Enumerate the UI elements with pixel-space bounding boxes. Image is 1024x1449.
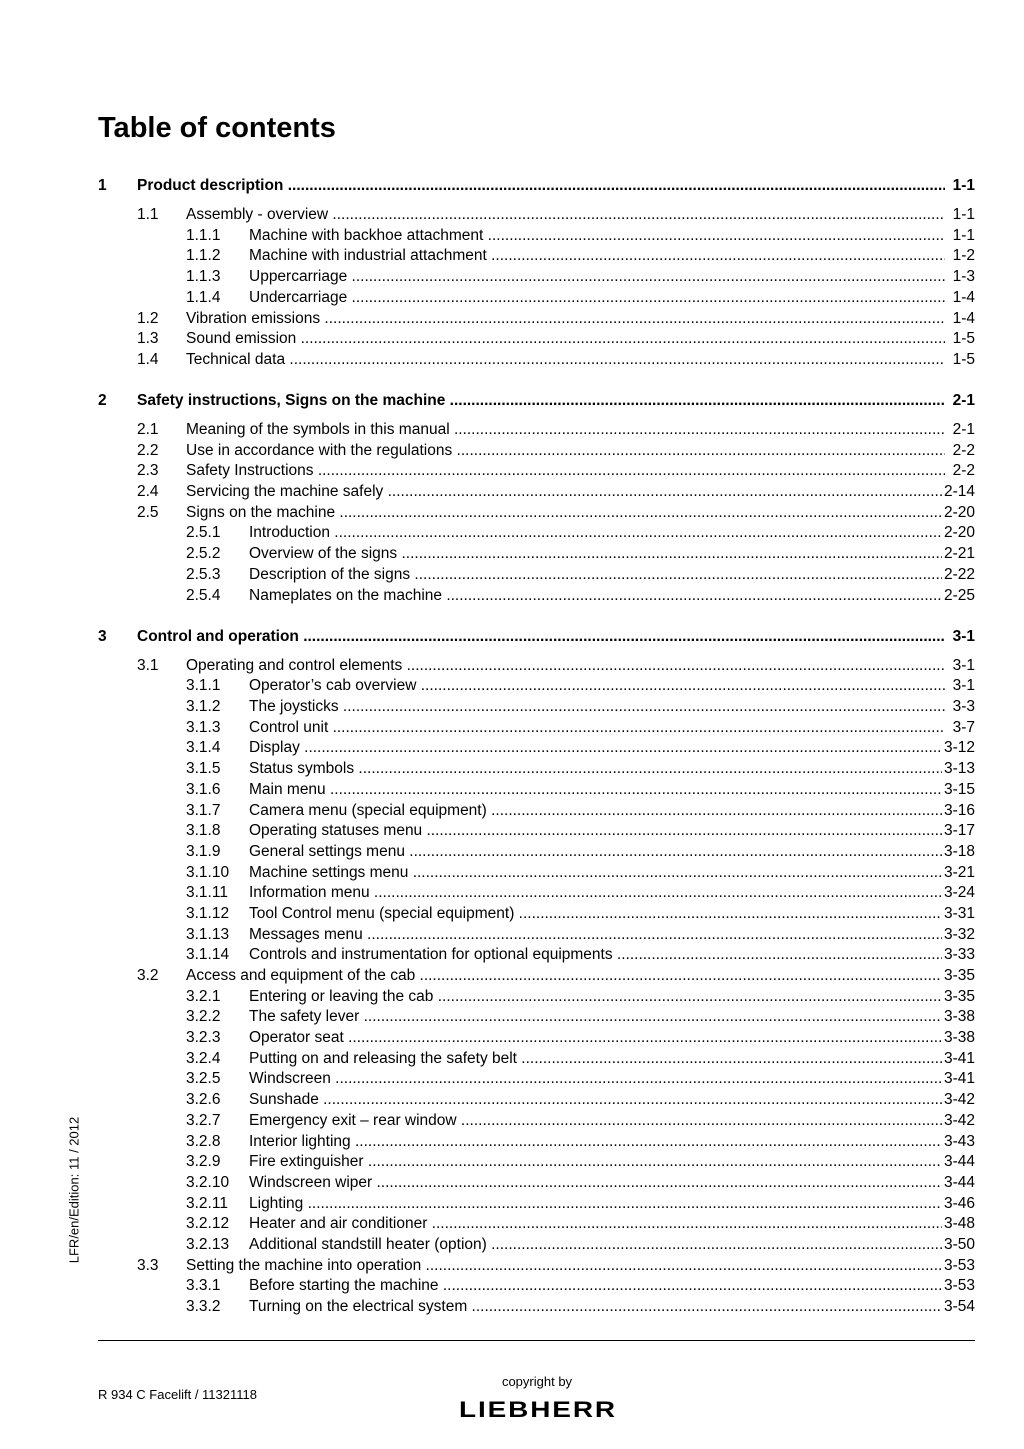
toc-entry[interactable]	[98, 697, 975, 718]
toc-label: Nameplates on the machine .....	[249, 586, 945, 607]
toc-label: Lighting .....	[249, 1194, 945, 1215]
toc-label: Meaning of the symbols in this manual .....	[186, 420, 945, 441]
toc-number: 1.1.2	[186, 247, 221, 265]
toc-number: 1.3	[137, 330, 159, 348]
toc-page-number: 1-2	[951, 246, 975, 267]
toc-number: 2.5.2	[186, 545, 221, 563]
toc-number: 3.2.4	[186, 1049, 221, 1067]
toc-entry[interactable]	[98, 1090, 975, 1111]
toc-page-number: 3-1	[951, 627, 975, 648]
toc-label: Information menu .....	[249, 883, 945, 904]
toc-page-number: 3-13	[942, 759, 975, 780]
table-of-contents	[98, 176, 975, 1318]
toc-label: Technical data .....	[186, 350, 945, 371]
toc-number: 1.4	[137, 350, 159, 368]
toc-page-number: 2-2	[951, 441, 975, 462]
document-id: R 934 C Facelift / 11321118	[98, 1387, 257, 1402]
toc-label: Setting the machine into operation .....	[186, 1256, 945, 1277]
toc-label: Interior lighting .....	[249, 1132, 945, 1153]
toc-page-number: 2-21	[942, 544, 975, 565]
toc-number: 3.3.2	[186, 1298, 221, 1316]
toc-page-number: 3-42	[942, 1090, 975, 1111]
toc-label: Fire extinguisher .....	[249, 1152, 945, 1173]
toc-label: Safety Instructions .....	[186, 461, 945, 482]
toc-entry[interactable]	[98, 461, 975, 482]
toc-entry[interactable]	[98, 1173, 975, 1194]
toc-entry[interactable]	[98, 503, 975, 524]
toc-label: Undercarriage .....	[249, 288, 945, 309]
toc-entry[interactable]	[98, 1049, 975, 1070]
toc-label: Camera menu (special equipment) .....	[249, 801, 945, 822]
toc-number: 2.3	[137, 462, 159, 480]
toc-page-number: 3-41	[942, 1049, 975, 1070]
page-title: Table of contents	[98, 112, 336, 144]
toc-number: 1.1.1	[186, 226, 221, 244]
toc-label: Operator seat .....	[249, 1028, 945, 1049]
toc-label: Operating statuses menu .....	[249, 821, 945, 842]
toc-label: Product description .....	[137, 176, 945, 197]
copyright-label: copyright by	[501, 1374, 573, 1389]
toc-page-number: 3-35	[942, 966, 975, 987]
toc-page-number: 3-38	[942, 1028, 975, 1049]
toc-entry[interactable]	[98, 350, 975, 371]
toc-label: Putting on and releasing the safety belt .....	[249, 1049, 945, 1070]
toc-number: 3.1.2	[186, 698, 221, 716]
toc-number: 3.1.5	[186, 760, 221, 778]
toc-entry[interactable]	[98, 718, 975, 739]
toc-number: 3.2.3	[186, 1029, 221, 1047]
toc-page-number: 3-7	[951, 718, 975, 739]
toc-entry[interactable]	[98, 544, 975, 565]
toc-page-number: 1-1	[951, 226, 975, 247]
toc-entry[interactable]	[98, 441, 975, 462]
toc-entry[interactable]	[98, 309, 975, 330]
toc-entry[interactable]	[98, 1276, 975, 1297]
toc-entry[interactable]	[98, 1297, 975, 1318]
toc-number: 2.5	[137, 503, 159, 521]
toc-number: 3.1.11	[186, 884, 228, 902]
footer-divider	[98, 1340, 975, 1341]
toc-label: Uppercarriage .....	[249, 267, 945, 288]
toc-entry[interactable]	[98, 1111, 975, 1132]
toc-page-number: 3-31	[942, 904, 975, 925]
toc-label: Heater and air conditioner .....	[249, 1214, 945, 1235]
toc-entry[interactable]	[98, 1069, 975, 1090]
toc-label: Safety instructions, Signs on the machine .....	[137, 391, 945, 412]
toc-number: 3.2.6	[186, 1091, 221, 1109]
toc-entry[interactable]	[98, 586, 975, 607]
toc-page-number: 3-48	[942, 1214, 975, 1235]
toc-page-number: 3-42	[942, 1111, 975, 1132]
toc-label: Operator’s cab overview .....	[249, 676, 945, 697]
toc-entry[interactable]	[98, 267, 975, 288]
toc-label: Sunshade .....	[249, 1090, 945, 1111]
toc-page-number: 2-25	[942, 586, 975, 607]
toc-label: Control and operation .....	[137, 627, 945, 648]
toc-number: 3.1.3	[186, 718, 221, 736]
toc-label: Windscreen wiper .....	[249, 1173, 945, 1194]
toc-number: 1	[98, 177, 107, 194]
toc-entry[interactable]	[98, 420, 975, 441]
toc-label: Main menu .....	[249, 780, 945, 801]
toc-label: Display .....	[249, 738, 945, 759]
toc-label: Operating and control elements .....	[186, 656, 945, 677]
toc-number: 1.1.4	[186, 288, 221, 306]
toc-label: Machine settings menu .....	[249, 863, 945, 884]
toc-label: Machine with industrial attachment .....	[249, 246, 945, 267]
toc-number: 3.2.12	[186, 1215, 230, 1233]
toc-page-number: 1-3	[951, 267, 975, 288]
toc-chapter[interactable]	[98, 627, 975, 648]
toc-number: 3.1.13	[186, 925, 230, 943]
toc-page-number: 3-44	[942, 1173, 975, 1194]
toc-label: Sound emission .....	[186, 329, 945, 350]
toc-page-number: 2-2	[951, 461, 975, 482]
liebherr-logo	[458, 1398, 618, 1420]
toc-page-number: 3-38	[942, 1007, 975, 1028]
toc-entry[interactable]	[98, 226, 975, 247]
toc-number: 3.2.9	[186, 1153, 221, 1171]
toc-number: 3.1.12	[186, 904, 230, 922]
toc-page-number: 3-44	[942, 1152, 975, 1173]
toc-entry[interactable]	[98, 656, 975, 677]
toc-label: Controls and instrumentation for optional equipments .....	[249, 945, 945, 966]
toc-number: 3.1.9	[186, 842, 221, 860]
toc-page-number: 3-24	[942, 883, 975, 904]
edition-side-label: LFR/en/Edition: 11 / 2012	[66, 1116, 82, 1264]
toc-page-number: 3-17	[942, 821, 975, 842]
toc-label: Introduction .....	[249, 523, 945, 544]
toc-page-number: 3-16	[942, 801, 975, 822]
toc-number: 2.5.1	[186, 524, 221, 542]
toc-number: 2.1	[137, 421, 159, 439]
toc-number: 2	[98, 391, 107, 409]
toc-page-number: 3-21	[942, 863, 975, 884]
toc-entry[interactable]	[98, 1235, 975, 1256]
toc-number: 3.3	[137, 1256, 159, 1274]
toc-label: Access and equipment of the cab .....	[186, 966, 945, 987]
toc-chapter[interactable]	[98, 176, 975, 197]
toc-label: Overview of the signs .....	[249, 544, 945, 565]
toc-number: 3.1.7	[186, 801, 221, 819]
toc-label: Servicing the machine safely .....	[186, 482, 945, 503]
toc-page-number: 1-4	[951, 288, 975, 309]
toc-page-number: 3-54	[942, 1297, 975, 1318]
toc-label: Emergency exit – rear window .....	[249, 1111, 945, 1132]
toc-page-number: 3-53	[942, 1276, 975, 1297]
toc-number: 3.2	[137, 967, 159, 985]
toc-label: The joysticks .....	[249, 697, 945, 718]
toc-page-number: 3-3	[951, 697, 975, 718]
toc-entry[interactable]	[98, 738, 975, 759]
toc-number: 3.2.13	[186, 1235, 230, 1253]
toc-page-number: 1-4	[951, 309, 975, 330]
toc-page-number: 3-1	[951, 656, 975, 677]
toc-entry[interactable]	[98, 883, 975, 904]
toc-page-number: 2-20	[942, 503, 975, 524]
toc-page-number: 2-1	[951, 420, 975, 441]
toc-number: 3.1.8	[186, 822, 221, 840]
toc-label: Use in accordance with the regulations .....	[186, 441, 945, 462]
toc-page-number: 2-20	[942, 523, 975, 544]
toc-number: 3.2.11	[186, 1194, 228, 1212]
toc-number: 1.1.3	[186, 268, 221, 286]
toc-number: 3.2.10	[186, 1173, 230, 1191]
toc-number: 3.2.2	[186, 1008, 221, 1026]
toc-number: 2.5.4	[186, 586, 221, 604]
toc-page-number: 3-53	[942, 1256, 975, 1277]
logo-text: LIEBHERR	[459, 1398, 617, 1420]
toc-entry[interactable]	[98, 821, 975, 842]
toc-label: Entering or leaving the cab .....	[249, 987, 945, 1008]
toc-number: 1.1	[137, 206, 159, 224]
toc-page-number: 3-18	[942, 842, 975, 863]
toc-entry[interactable]	[98, 565, 975, 586]
toc-number: 1.2	[137, 309, 159, 327]
toc-number: 3.1	[137, 656, 159, 674]
toc-entry[interactable]	[98, 1194, 975, 1215]
toc-page-number: 3-1	[951, 676, 975, 697]
toc-page-number: 1-1	[951, 205, 975, 226]
toc-page-number: 2-22	[942, 565, 975, 586]
toc-number: 3	[98, 627, 107, 645]
toc-number: 3.1.10	[186, 863, 230, 881]
toc-number: 2.4	[137, 483, 159, 501]
toc-entry[interactable]	[98, 863, 975, 884]
toc-page-number: 3-41	[942, 1069, 975, 1090]
toc-chapter[interactable]	[98, 391, 975, 412]
toc-entry[interactable]	[98, 329, 975, 350]
toc-page-number: 3-43	[942, 1132, 975, 1153]
toc-page-number: 2-1	[951, 391, 975, 412]
toc-page-number: 3-35	[942, 987, 975, 1008]
toc-number: 3.2.8	[186, 1132, 221, 1150]
toc-label: Description of the signs .....	[249, 565, 945, 586]
toc-entry[interactable]	[98, 1028, 975, 1049]
toc-page-number: 3-50	[942, 1235, 975, 1256]
toc-entry[interactable]	[98, 1132, 975, 1153]
toc-number: 3.1.6	[186, 780, 221, 798]
toc-label: Tool Control menu (special equipment) .....	[249, 904, 945, 925]
toc-label: Before starting the machine .....	[249, 1276, 945, 1297]
toc-page-number: 3-15	[942, 780, 975, 801]
toc-label: Turning on the electrical system .....	[249, 1297, 945, 1318]
toc-entry[interactable]	[98, 925, 975, 946]
toc-number: 3.3.1	[186, 1277, 221, 1295]
toc-page-number: 1-5	[951, 350, 975, 371]
toc-entry[interactable]	[98, 676, 975, 697]
toc-label: Vibration emissions .....	[186, 309, 945, 330]
toc-label: Additional standstill heater (option) .....	[249, 1235, 945, 1256]
toc-label: Windscreen .....	[249, 1069, 945, 1090]
toc-number: 3.2.1	[186, 987, 221, 1005]
toc-label: Status symbols .....	[249, 759, 945, 780]
toc-label: Signs on the machine .....	[186, 503, 945, 524]
toc-entry[interactable]	[98, 246, 975, 267]
toc-entry[interactable]	[98, 759, 975, 780]
toc-number: 3.1.1	[186, 677, 221, 695]
toc-label: Control unit .....	[249, 718, 945, 739]
toc-entry[interactable]	[98, 1152, 975, 1173]
toc-label: Messages menu .....	[249, 925, 945, 946]
toc-entry[interactable]	[98, 966, 975, 987]
toc-entry[interactable]	[98, 780, 975, 801]
toc-entry[interactable]	[98, 288, 975, 309]
toc-entry[interactable]	[98, 205, 975, 226]
toc-number: 3.2.7	[186, 1111, 221, 1129]
toc-label: The safety lever .....	[249, 1007, 945, 1028]
toc-page-number: 1-1	[951, 176, 975, 197]
toc-page-number: 2-14	[942, 482, 975, 503]
toc-number: 3.1.14	[186, 946, 230, 964]
toc-entry[interactable]	[98, 523, 975, 544]
toc-page-number: 3-32	[942, 925, 975, 946]
toc-number: 3.1.4	[186, 739, 221, 757]
toc-entry[interactable]	[98, 482, 975, 503]
toc-page-number: 3-46	[942, 1194, 975, 1215]
toc-page-number: 3-12	[942, 738, 975, 759]
toc-entry[interactable]	[98, 904, 975, 925]
toc-label: General settings menu .....	[249, 842, 945, 863]
toc-number: 3.2.5	[186, 1070, 221, 1088]
toc-label: Assembly - overview .....	[186, 205, 945, 226]
toc-label: Machine with backhoe attachment .....	[249, 226, 945, 247]
toc-entry[interactable]	[98, 1214, 975, 1235]
toc-entry[interactable]	[98, 1007, 975, 1028]
toc-page-number: 1-5	[951, 329, 975, 350]
toc-number: 2.2	[137, 441, 159, 459]
toc-entry[interactable]	[98, 945, 975, 966]
toc-entry[interactable]	[98, 842, 975, 863]
toc-entry[interactable]	[98, 1256, 975, 1277]
toc-entry[interactable]	[98, 987, 975, 1008]
toc-page-number: 3-33	[942, 945, 975, 966]
toc-number: 2.5.3	[186, 565, 221, 583]
toc-entry[interactable]	[98, 801, 975, 822]
